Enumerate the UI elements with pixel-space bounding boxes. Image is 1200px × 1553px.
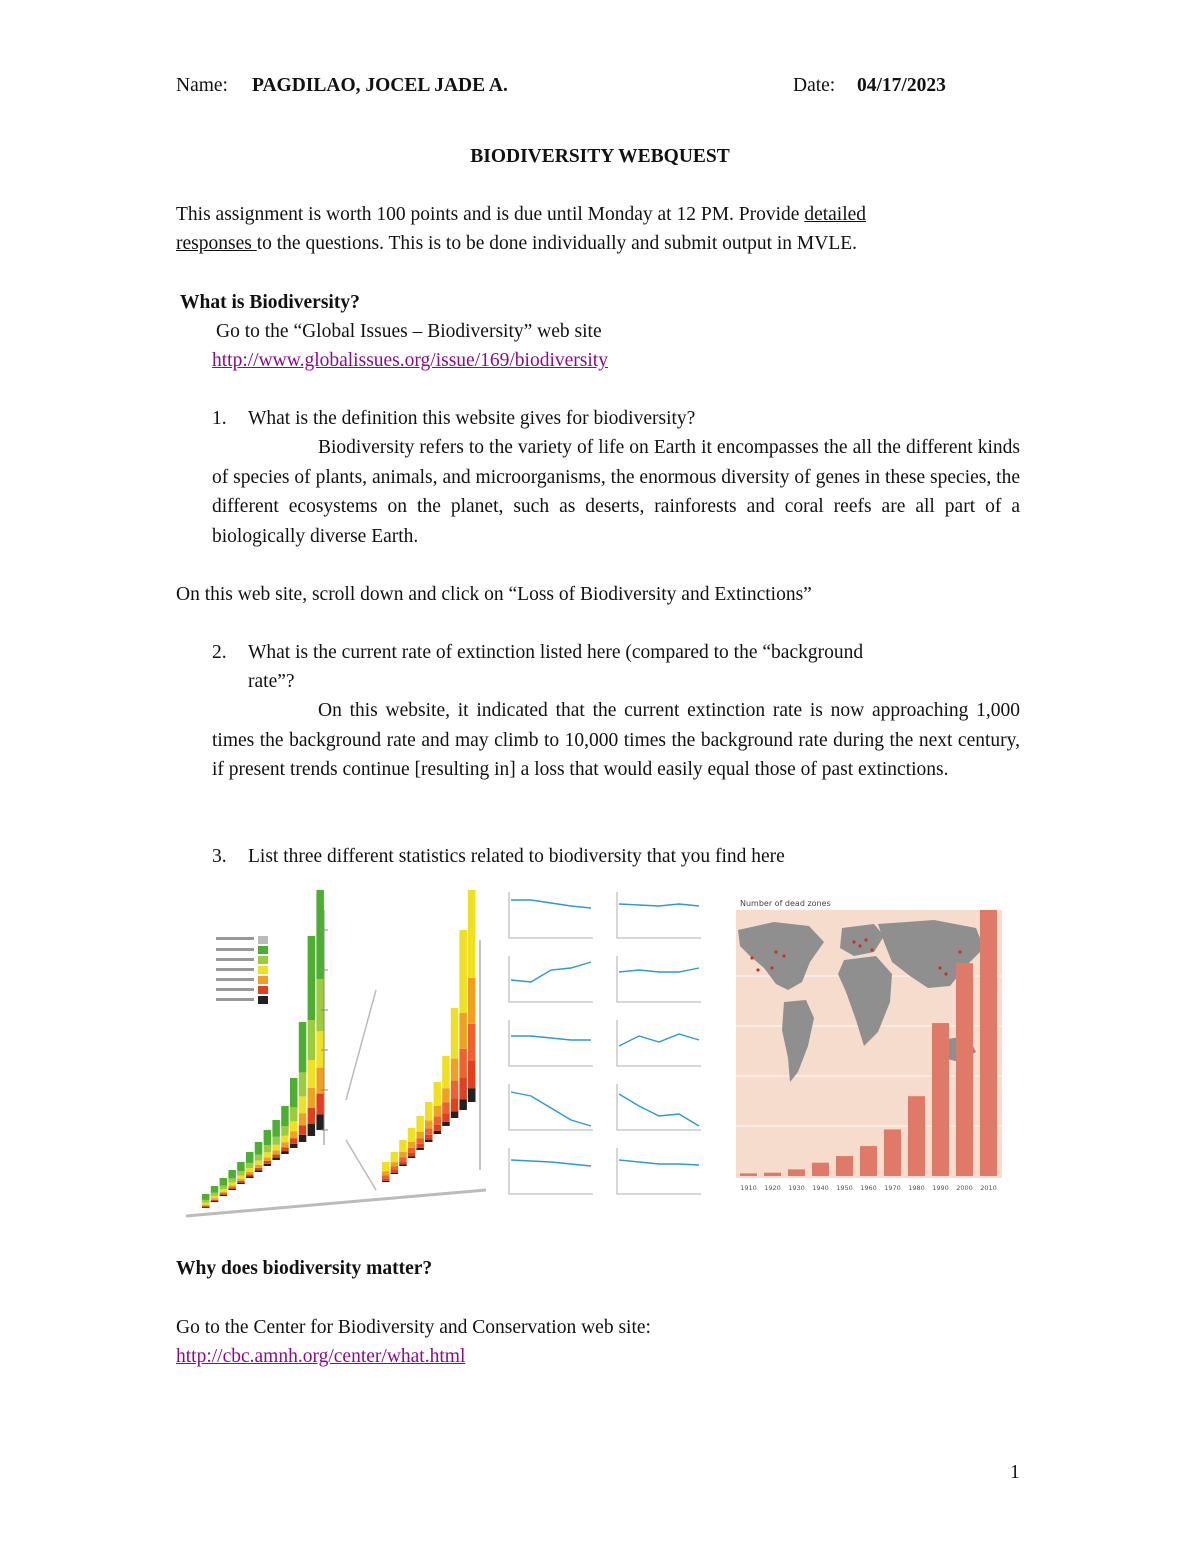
mini-chart-line <box>511 962 591 982</box>
mini-chart-axes <box>509 892 593 938</box>
stack-segment <box>211 1196 219 1198</box>
mini-chart-line <box>511 1092 591 1126</box>
x-tick-label: 1950 <box>836 1184 853 1192</box>
stack-segment <box>442 1102 450 1113</box>
stack-segment <box>264 1152 272 1157</box>
stack-segment <box>316 1094 324 1115</box>
stack-segment <box>202 1205 210 1206</box>
intro-underlined-1: detailed <box>804 204 867 225</box>
stack-segment <box>308 1088 316 1108</box>
stack-segment <box>299 1022 307 1072</box>
stack-segment <box>408 1156 416 1158</box>
dead-zone-bar <box>980 910 997 1176</box>
stack-segment <box>316 890 324 979</box>
stack-segment <box>391 1173 399 1174</box>
stack-segment <box>416 1138 424 1143</box>
stack-segment <box>237 1171 245 1175</box>
mini-chart-axes <box>509 1148 593 1194</box>
q1-number: 1. <box>212 408 227 429</box>
dead-zone-bar <box>788 1169 805 1176</box>
stack-segment <box>451 1111 459 1118</box>
stack-segment <box>272 1158 280 1160</box>
q2-answer: On this website, it indicated that the current extinction rate is now approaching 1,000 times the background rate and may climb to 10,000 times the background rate during the next century, if present trends continue [resulting in] a loss that would easily equal those of past extinctions. <box>212 700 1020 780</box>
stack-segment <box>459 1078 467 1100</box>
stack-segment <box>264 1161 272 1164</box>
q1-answer: Biodiversity refers to the variety of life on Earth it encompasses the all the different kinds of species of plants, animals, and microorganisms, the enormous diversity of genes in these species, the different ecosystems on the planet, such as deserts, rainforests and coral reefs are all part of a biologically diverse Earth. <box>212 437 1020 547</box>
stack-segment <box>272 1120 280 1137</box>
mini-chart-line <box>619 1034 699 1046</box>
stack-segment <box>211 1200 219 1201</box>
stack-segment <box>416 1132 424 1139</box>
stack-segment <box>451 1008 459 1059</box>
stack-segment <box>264 1145 272 1152</box>
stacked-species-chart <box>186 890 490 1220</box>
stack-segment <box>202 1206 210 1207</box>
stack-segment <box>399 1140 407 1152</box>
mini-chart <box>509 1148 593 1194</box>
stack-segment <box>264 1157 272 1161</box>
stack-segment <box>468 1088 476 1102</box>
stack-segment <box>451 1059 459 1081</box>
dead-zone-bar <box>764 1173 781 1176</box>
mini-chart-line <box>619 1094 699 1126</box>
mini-chart <box>509 1084 593 1130</box>
stack-segment <box>237 1162 245 1171</box>
stack-segment <box>382 1162 390 1171</box>
x-tick-label: 1980 <box>908 1184 925 1192</box>
stack-segment <box>468 1061 476 1089</box>
q2-question-line-2: rate”? <box>248 671 295 692</box>
stack-segment <box>316 979 324 1031</box>
stack-segment <box>434 1125 442 1131</box>
cbc-link[interactable]: http://cbc.amnh.org/center/what.html <box>176 1346 466 1367</box>
stack-segment <box>416 1144 424 1148</box>
stack-segment <box>211 1201 219 1202</box>
stack-segment <box>442 1056 450 1088</box>
stack-segment <box>442 1088 450 1102</box>
dead-zone-bar <box>812 1163 829 1176</box>
mini-chart <box>617 1084 701 1130</box>
q2-number: 2. <box>212 642 227 663</box>
mini-chart-axes <box>617 892 701 938</box>
stack-segment <box>434 1082 442 1106</box>
stack-segment <box>391 1152 399 1162</box>
stack-segment <box>272 1150 280 1154</box>
stack-segment <box>316 1114 324 1130</box>
stack-segment <box>451 1098 459 1111</box>
stack-segment <box>434 1106 442 1116</box>
q3-number: 3. <box>212 846 227 867</box>
stack-segment <box>272 1137 280 1145</box>
stack-segment <box>451 1081 459 1099</box>
stack-segment <box>299 1072 307 1096</box>
stack-segment <box>468 1024 476 1061</box>
stack-segment <box>408 1153 416 1157</box>
stack-segment <box>202 1207 210 1208</box>
dead-zone-bar <box>860 1146 877 1176</box>
mini-chart-line <box>511 1160 591 1166</box>
stack-segment <box>220 1193 228 1194</box>
mini-chart-line <box>511 1036 591 1040</box>
mini-chart-axes <box>617 956 701 1002</box>
name-label: Name: <box>176 75 228 96</box>
stack-segment <box>459 1099 467 1110</box>
stack-segment <box>228 1185 236 1187</box>
stack-segment <box>255 1142 262 1155</box>
dead-zone-bar <box>908 1096 925 1176</box>
stack-segment <box>382 1171 390 1175</box>
stack-segment <box>425 1128 433 1134</box>
stack-segment <box>202 1203 210 1205</box>
stack-segment <box>290 1078 298 1107</box>
stack-segment <box>425 1135 433 1140</box>
section-heading-why-matter: Why does biodiversity matter? <box>176 1258 433 1279</box>
stack-segment <box>382 1181 390 1182</box>
stack-segment <box>281 1136 289 1143</box>
x-tick-label: 2000 <box>956 1184 973 1192</box>
stack-segment <box>434 1131 442 1134</box>
stack-segment <box>220 1178 228 1186</box>
mini-chart-axes <box>509 1020 593 1066</box>
stack-segment <box>308 1124 316 1136</box>
stack-segment <box>399 1152 407 1157</box>
x-axis-labels <box>740 1184 997 1192</box>
stack-segment <box>281 1147 289 1151</box>
mini-chart <box>617 1020 701 1066</box>
stack-segment <box>228 1182 236 1185</box>
stack-segment <box>211 1198 219 1200</box>
stack-segment <box>220 1186 228 1190</box>
legend <box>216 936 268 1004</box>
stack-segment <box>246 1168 254 1172</box>
stack-segment <box>246 1172 254 1175</box>
stack-segment <box>202 1194 210 1200</box>
scroll-instruction: On this web site, scroll down and click on “Loss of Biodiversity and Extinctions” <box>176 584 812 605</box>
intro-underlined-2: responses <box>176 233 257 254</box>
stack-segment <box>442 1122 450 1126</box>
section-heading-what-is-biodiversity: What is Biodiversity? <box>180 292 360 313</box>
mini-chart <box>509 956 593 1002</box>
stack-segment <box>308 1108 316 1124</box>
mini-chart-line <box>619 904 699 906</box>
instruction-cbc: Go to the Center for Biodiversity and Conservation web site: <box>176 1317 651 1338</box>
stack-segment <box>237 1181 245 1183</box>
stack-segment <box>255 1161 262 1165</box>
mini-chart-axes <box>617 1084 701 1130</box>
stack-segment <box>382 1175 390 1178</box>
dead-zone-bar <box>932 1023 949 1176</box>
mini-chart-axes <box>617 1020 701 1066</box>
stack-segment <box>228 1189 236 1190</box>
stack-segment <box>255 1170 262 1172</box>
stack-segment <box>391 1170 399 1173</box>
stack-segment <box>308 1060 316 1088</box>
page-number: 1 <box>1010 1462 1020 1483</box>
stack-segment <box>391 1167 399 1171</box>
stack-segment <box>416 1148 424 1150</box>
stack-segment <box>272 1145 280 1151</box>
stack-segment <box>220 1192 228 1194</box>
stack-segment <box>220 1189 228 1192</box>
stack-segment <box>281 1126 289 1136</box>
stack-segment <box>308 1020 316 1060</box>
stack-segment <box>425 1140 433 1142</box>
mini-chart-axes <box>509 956 593 1002</box>
stack-segment <box>459 1049 467 1078</box>
dead-zone-bar <box>884 1129 901 1176</box>
stack-segment <box>246 1152 254 1163</box>
globalissues-link[interactable]: http://www.globalissues.org/issue/169/biodiversity <box>212 350 608 371</box>
stack-segment <box>408 1148 416 1153</box>
x-tick-label: 1990 <box>932 1184 949 1192</box>
stack-segment <box>408 1142 416 1148</box>
stack-segment <box>246 1163 254 1168</box>
mini-chart <box>617 956 701 1002</box>
stack-segment <box>211 1186 219 1193</box>
stack-segment <box>246 1174 254 1176</box>
stack-segment <box>416 1116 424 1132</box>
stack-segment <box>228 1170 236 1178</box>
stack-segment <box>290 1138 298 1144</box>
x-tick-label: 2010 <box>980 1184 997 1192</box>
stack-segment <box>281 1142 289 1147</box>
stack-segment <box>434 1116 442 1124</box>
mini-chart <box>509 892 593 938</box>
map-chart-title: Number of dead zones <box>740 899 831 908</box>
stack-segment <box>237 1176 245 1179</box>
stack-segment <box>255 1155 262 1161</box>
stack-segment <box>299 1113 307 1125</box>
intro-text-2: to the questions. This is to be done individually and submit output in MVLE. <box>256 233 858 254</box>
stack-segment <box>202 1200 210 1203</box>
intro-line-1 <box>176 200 866 229</box>
x-tick-label: 1970 <box>884 1184 901 1192</box>
stack-segment <box>459 1013 467 1049</box>
x-tick-label: 1940 <box>812 1184 829 1192</box>
mini-chart-line <box>619 1160 699 1165</box>
trend-mini-charts <box>497 888 707 1208</box>
stack-segment <box>442 1113 450 1121</box>
x-tick-label: 1930 <box>788 1184 805 1192</box>
world-map-bar-chart <box>714 890 1002 1198</box>
stack-segment <box>399 1157 407 1161</box>
dead-zone-bar <box>740 1173 757 1176</box>
date-value: 04/17/2023 <box>857 75 946 96</box>
stack-segment <box>290 1131 298 1138</box>
stack-segment <box>299 1096 307 1113</box>
stack-segment <box>255 1168 262 1170</box>
stack-segment <box>399 1161 407 1164</box>
instruction-global-issues: Go to the “Global Issues – Biodiversity” web site <box>216 321 602 342</box>
stack-segment <box>237 1183 245 1184</box>
intro-text-1: This assignment is worth 100 points and is due until Monday at 12 PM. Provide <box>176 204 805 225</box>
stack-segment <box>281 1151 289 1154</box>
stack-segment <box>299 1135 307 1142</box>
stack-segment <box>468 890 476 978</box>
mini-chart-line <box>619 968 699 972</box>
stack-segment <box>220 1195 228 1196</box>
stack-segment <box>264 1164 272 1166</box>
page-title: BIODIVERSITY WEBQUEST <box>470 146 730 167</box>
q3-question: List three different statistics related to biodiversity that you find here <box>248 846 785 867</box>
q2-question-line-1: What is the current rate of extinction listed here (compared to the “background <box>248 642 864 663</box>
stack-segment <box>290 1144 298 1148</box>
dead-zone-bar <box>956 963 973 1176</box>
mini-chart <box>617 892 701 938</box>
q1-question: What is the definition this website gives for biodiversity? <box>248 408 696 429</box>
stack-segment <box>425 1120 433 1128</box>
stack-segment <box>228 1187 236 1189</box>
mini-chart-line <box>511 900 591 908</box>
stack-segment <box>281 1106 289 1126</box>
stack-segment <box>408 1128 416 1142</box>
stack-segment <box>468 978 476 1024</box>
dead-zone-bar <box>836 1156 853 1176</box>
stack-segment <box>299 1125 307 1135</box>
stack-segment <box>316 1031 324 1067</box>
stack-segment <box>425 1102 433 1120</box>
mini-chart-axes <box>617 1148 701 1194</box>
stack-segment <box>211 1193 219 1196</box>
x-tick-label: 1960 <box>860 1184 877 1192</box>
intro-line-2 <box>176 229 857 258</box>
stack-segment <box>459 930 467 1013</box>
stack-segment <box>228 1178 236 1182</box>
student-name: PAGDILAO, JOCEL JADE A. <box>252 75 508 96</box>
mini-chart <box>617 1148 701 1194</box>
stack-segment <box>382 1178 390 1180</box>
stack-segment <box>399 1164 407 1166</box>
x-tick-label: 1910 <box>740 1184 757 1192</box>
stack-segment <box>264 1130 272 1145</box>
stack-segment <box>255 1165 262 1168</box>
stack-segment <box>391 1162 399 1166</box>
stack-segment <box>290 1107 298 1121</box>
mini-chart <box>509 1020 593 1066</box>
stack-segment <box>246 1176 254 1178</box>
date-label: Date: <box>793 75 836 96</box>
stack-segment <box>237 1179 245 1181</box>
stack-segment <box>308 936 316 1020</box>
stack-segment <box>290 1121 298 1131</box>
stacked-bars-right <box>382 890 476 1182</box>
x-tick-label: 1920 <box>764 1184 781 1192</box>
stack-segment <box>272 1154 280 1157</box>
